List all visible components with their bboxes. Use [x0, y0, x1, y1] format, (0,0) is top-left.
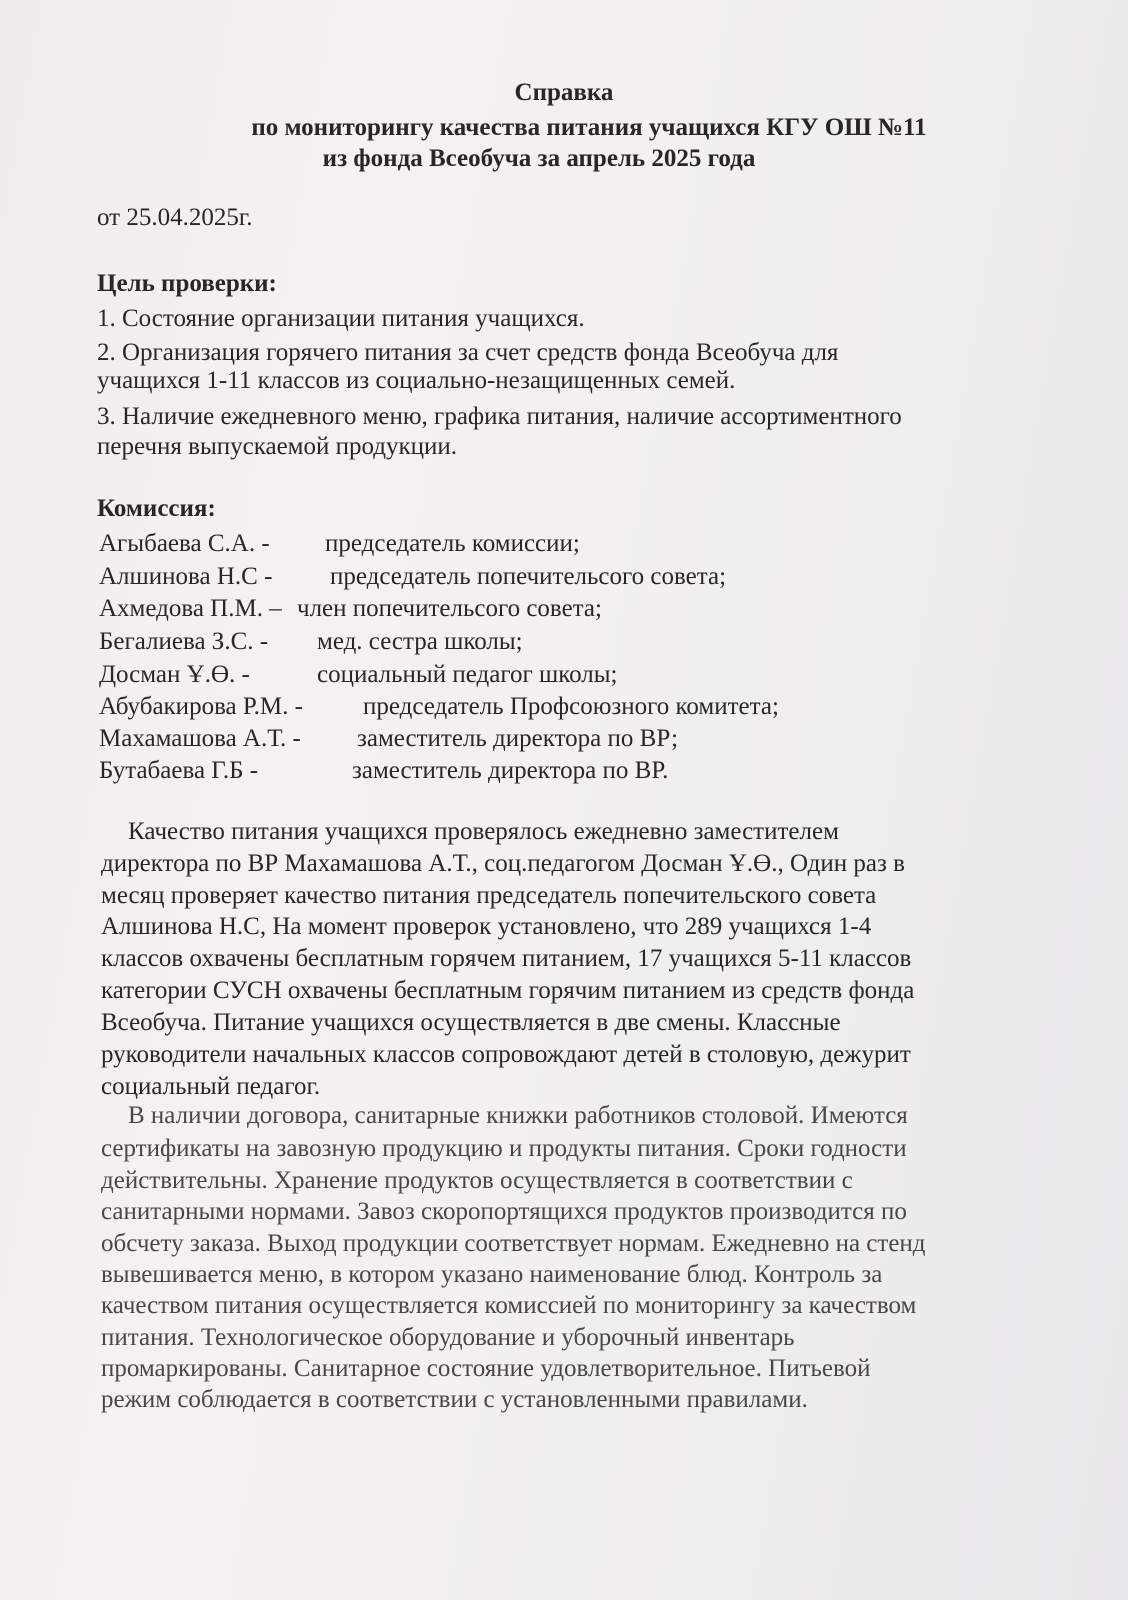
- paragraph-line: Всеобуча. Питание учащихся осуществляется в две смены. Классные: [101, 1009, 841, 1036]
- member-name: Ахмедова П.М. –: [99, 595, 282, 622]
- member-name: Бегалиева З.С. -: [99, 628, 269, 655]
- paragraph-line: действительны. Хранение продуктов осуществляется в соответствии с: [101, 1167, 853, 1194]
- commission-heading: Комиссия:: [97, 495, 216, 522]
- goals-heading: Цель проверки:: [97, 270, 277, 297]
- paragraph-line: Качество питания учащихся проверялось ежедневно заместителем: [128, 818, 839, 845]
- goal-item: 1. Состояние организации питания учащихся.: [97, 305, 585, 332]
- paragraph-line: месяц проверяет качество питания председатель попечительского совета: [101, 882, 877, 909]
- paragraph-line: питания. Технологическое оборудование и уборочный инвентарь: [101, 1324, 795, 1351]
- member-role: социальный педагог школы;: [317, 661, 618, 688]
- paragraph-line: категории СУСН охвачены бесплатным горячим питанием из средств фонда: [101, 977, 915, 1004]
- member-name: Бутабаева Г.Б -: [99, 757, 259, 784]
- paragraph-line: руководители начальных классов сопровождают детей в столовую, дежурит: [101, 1041, 911, 1068]
- paragraph-line: вывешивается меню, в котором указано наименование блюд. Контроль за: [101, 1261, 883, 1288]
- member-role: мед. сестра школы;: [317, 628, 523, 655]
- member-name: Абубакирова Р.М. -: [99, 693, 303, 720]
- member-name: Агыбаева С.А. -: [99, 530, 270, 557]
- paragraph-line: санитарными нормами. Завоз скоропортящихся продуктов производится по: [101, 1198, 907, 1225]
- paragraph-line: качеством питания осуществляется комиссией по мониторингу за качеством: [101, 1292, 917, 1319]
- member-role: председатель комиссии;: [325, 530, 580, 557]
- member-role: член попечительсого совета;: [297, 595, 602, 622]
- member-name: Махамашова А.Т. -: [99, 725, 301, 752]
- member-name: Досман Ұ.Ө. -: [99, 661, 250, 688]
- goal-item: учащихся 1-11 классов из социально-незащищенных семей.: [97, 367, 736, 394]
- document-date: от 25.04.2025г.: [97, 204, 253, 231]
- paragraph-line: промаркированы. Санитарное состояние удовлетворительное. Питьевой: [101, 1355, 871, 1382]
- paragraph-line: Алшинова Н.С, На момент проверок установлено, что 289 учащихся 1-4: [101, 913, 872, 940]
- paragraph-line: директора по ВР Махамашова А.Т., соц.педагогом Досман Ұ.Ө., Один раз в: [101, 850, 905, 877]
- document-subtitle: из фонда Всеобуча за апрель 2025 года: [322, 145, 756, 172]
- paragraph-line: режим соблюдается в соответствии с установленными правилами.: [101, 1386, 808, 1413]
- member-role: заместитель директора по ВР;: [357, 725, 679, 752]
- member-role: председатель попечительсого совета;: [330, 563, 727, 590]
- paragraph-line: сертификаты на завозную продукцию и продукты питания. Сроки годности: [101, 1135, 907, 1162]
- document-subtitle: по мониторингу качества питания учащихся КГУ ОШ №11: [251, 114, 927, 141]
- paragraph-line: В наличии договора, санитарные книжки работников столовой. Имеются: [128, 1102, 908, 1129]
- paragraph-line: социальный педагог.: [101, 1073, 321, 1100]
- goal-item: 2. Организация горячего питания за счет средств фонда Всеобуча для: [97, 339, 839, 366]
- paragraph-line: классов охвачены бесплатным горячем питанием, 17 учащихся 5-11 классов: [101, 945, 912, 972]
- paragraph-line: обсчету заказа. Выход продукции соответствует нормам. Ежедневно на стенд: [101, 1230, 926, 1257]
- goal-item: 3. Наличие ежедневного меню, графика питания, наличие ассортиментного: [97, 403, 902, 430]
- member-role: заместитель директора по ВР.: [352, 757, 669, 784]
- document-title: Справка: [514, 79, 614, 106]
- member-role: председатель Профсоюзного комитета;: [363, 693, 779, 720]
- member-name: Алшинова Н.С -: [99, 563, 273, 590]
- goal-item: перечня выпускаемой продукции.: [97, 433, 458, 460]
